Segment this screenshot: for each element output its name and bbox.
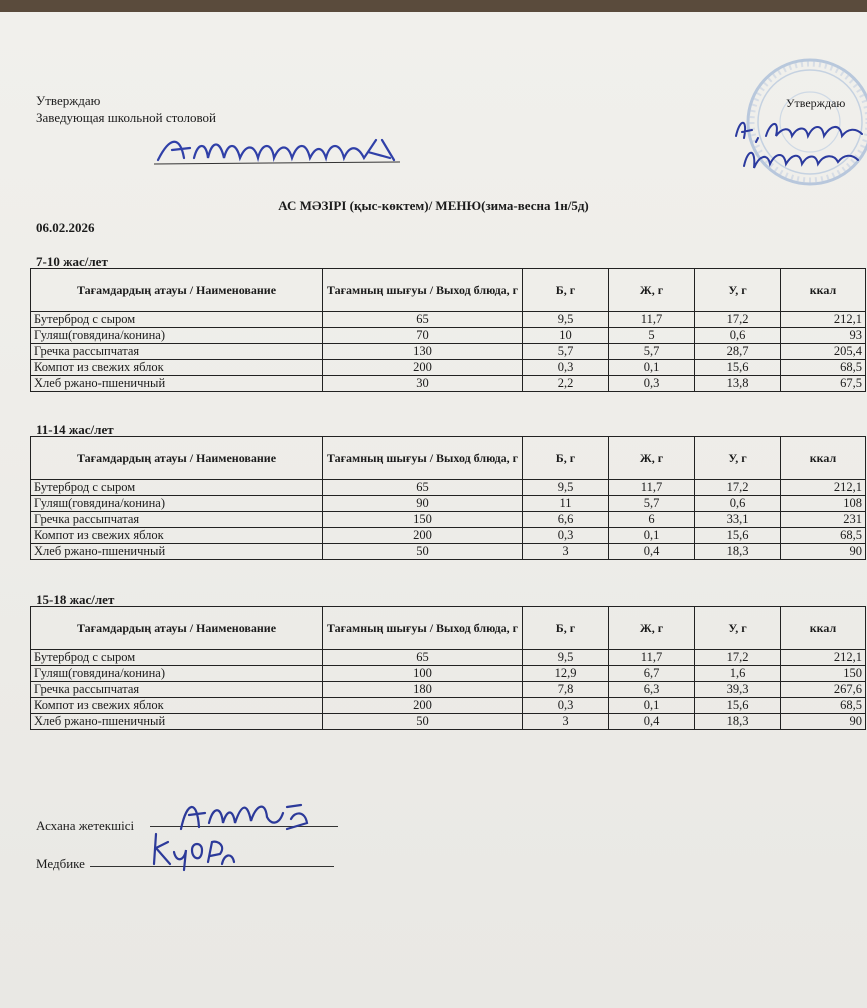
handwritten-signature-left	[150, 132, 420, 170]
portion-value: 65	[323, 650, 523, 666]
carbs-value: 1,6	[695, 666, 781, 682]
kcal-value: 108	[781, 496, 866, 512]
portion-value: 200	[323, 528, 523, 544]
approve-label: Утверждаю	[36, 93, 101, 108]
portion-value: 100	[323, 666, 523, 682]
portion-value: 70	[323, 328, 523, 344]
portion-value: 65	[323, 480, 523, 496]
fat-value: 0,4	[609, 714, 695, 730]
kcal-value: 68,5	[781, 360, 866, 376]
dish-name: Хлеб ржано-пшеничный	[31, 376, 323, 392]
kcal-value: 231	[781, 512, 866, 528]
col-header-carbs: У, г	[695, 269, 781, 312]
handwritten-signature-right	[730, 108, 867, 178]
kcal-value: 90	[781, 714, 866, 730]
portion-value: 65	[323, 312, 523, 328]
portion-value: 30	[323, 376, 523, 392]
protein-value: 9,5	[523, 312, 609, 328]
carbs-value: 0,6	[695, 496, 781, 512]
kcal-value: 267,6	[781, 682, 866, 698]
age-group-label: 11-14 жас/лет	[36, 422, 114, 437]
kcal-value: 67,5	[781, 376, 866, 392]
col-header-carbs: У, г	[695, 437, 781, 480]
table-row	[31, 344, 866, 360]
dish-name: Компот из свежих яблок	[31, 698, 323, 714]
kcal-value: 150	[781, 666, 866, 682]
menu-table-11-14	[30, 436, 866, 560]
col-header-kcal: ккал	[781, 269, 866, 312]
carbs-value: 15,6	[695, 698, 781, 714]
fat-value: 6	[609, 512, 695, 528]
fat-value: 11,7	[609, 312, 695, 328]
dish-name: Гречка рассыпчатая	[31, 512, 323, 528]
portion-value: 150	[323, 512, 523, 528]
table-row	[31, 682, 866, 698]
dish-name: Бутерброд с сыром	[31, 312, 323, 328]
table-row	[31, 480, 866, 496]
col-header-portion: Тағамның шығуы / Выход блюда, г	[323, 437, 523, 480]
carbs-value: 15,6	[695, 360, 781, 376]
portion-value: 200	[323, 698, 523, 714]
fat-value: 5	[609, 328, 695, 344]
age-group-label: 7-10 жас/лет	[36, 254, 108, 269]
kcal-value: 93	[781, 328, 866, 344]
table-row	[31, 360, 866, 376]
carbs-value: 13,8	[695, 376, 781, 392]
col-header-carbs: У, г	[695, 607, 781, 650]
kcal-value: 68,5	[781, 528, 866, 544]
table-row	[31, 328, 866, 344]
menu-table-7-10	[30, 268, 866, 392]
menu-date: 06.02.2026	[36, 220, 95, 235]
fat-value: 5,7	[609, 344, 695, 360]
carbs-value: 15,6	[695, 528, 781, 544]
carbs-value: 17,2	[695, 312, 781, 328]
dish-name: Хлеб ржано-пшеничный	[31, 544, 323, 560]
protein-value: 3	[523, 714, 609, 730]
col-header-protein: Б, г	[523, 437, 609, 480]
protein-value: 5,7	[523, 344, 609, 360]
col-header-name: Тағамдардың атауы / Наименование	[31, 269, 323, 312]
carbs-value: 0,6	[695, 328, 781, 344]
col-header-kcal: ккал	[781, 607, 866, 650]
kcal-value: 212,1	[781, 312, 866, 328]
portion-value: 200	[323, 360, 523, 376]
kcal-value: 212,1	[781, 480, 866, 496]
dish-name: Гуляш(говядина/конина)	[31, 496, 323, 512]
table-row	[31, 376, 866, 392]
dish-name: Гуляш(говядина/конина)	[31, 328, 323, 344]
dish-name: Гречка рассыпчатая	[31, 682, 323, 698]
fat-value: 11,7	[609, 480, 695, 496]
fat-value: 0,4	[609, 544, 695, 560]
protein-value: 0,3	[523, 528, 609, 544]
col-header-name: Тағамдардың атауы / Наименование	[31, 607, 323, 650]
col-header-fat: Ж, г	[609, 437, 695, 480]
portion-value: 130	[323, 344, 523, 360]
portion-value: 90	[323, 496, 523, 512]
table-row	[31, 528, 866, 544]
kcal-value: 205,4	[781, 344, 866, 360]
menu-table-15-18	[30, 606, 866, 730]
col-header-portion: Тағамның шығуы / Выход блюда, г	[323, 607, 523, 650]
age-group-label: 15-18 жас/лет	[36, 592, 115, 607]
carbs-value: 17,2	[695, 480, 781, 496]
table-row	[31, 698, 866, 714]
photo-top-edge	[0, 0, 867, 12]
col-header-fat: Ж, г	[609, 607, 695, 650]
carbs-value: 18,3	[695, 714, 781, 730]
fat-value: 11,7	[609, 650, 695, 666]
fat-value: 0,1	[609, 360, 695, 376]
menu-title: АС МӘЗІРІ (қыс-көктем)/ МЕНЮ(зима-весна 1н/5д)	[278, 198, 589, 213]
approve-label-right: Утверждаю	[786, 96, 846, 110]
protein-value: 0,3	[523, 698, 609, 714]
table-row	[31, 650, 866, 666]
approver-position: Заведующая школьной столовой	[36, 110, 216, 125]
portion-value: 180	[323, 682, 523, 698]
dish-name: Хлеб ржано-пшеничный	[31, 714, 323, 730]
fat-value: 0,1	[609, 528, 695, 544]
carbs-value: 17,2	[695, 650, 781, 666]
dish-name: Гуляш(говядина/конина)	[31, 666, 323, 682]
col-header-portion: Тағамның шығуы / Выход блюда, г	[323, 269, 523, 312]
carbs-value: 39,3	[695, 682, 781, 698]
protein-value: 11	[523, 496, 609, 512]
col-header-name: Тағамдардың атауы / Наименование	[31, 437, 323, 480]
col-header-kcal: ккал	[781, 437, 866, 480]
protein-value: 2,2	[523, 376, 609, 392]
approval-block-left	[36, 92, 216, 126]
kitchen-head-label: Асхана жетекшісі	[36, 818, 135, 833]
table-row	[31, 666, 866, 682]
carbs-value: 28,7	[695, 344, 781, 360]
dish-name: Компот из свежих яблок	[31, 360, 323, 376]
carbs-value: 33,1	[695, 512, 781, 528]
dish-name: Компот из свежих яблок	[31, 528, 323, 544]
protein-value: 3	[523, 544, 609, 560]
dish-name: Гречка рассыпчатая	[31, 344, 323, 360]
kcal-value: 90	[781, 544, 866, 560]
table-row	[31, 544, 866, 560]
fat-value: 5,7	[609, 496, 695, 512]
col-header-fat: Ж, г	[609, 269, 695, 312]
table-row	[31, 512, 866, 528]
table-row	[31, 312, 866, 328]
dish-name: Бутерброд с сыром	[31, 480, 323, 496]
kcal-value: 68,5	[781, 698, 866, 714]
protein-value: 10	[523, 328, 609, 344]
col-header-protein: Б, г	[523, 269, 609, 312]
nurse-label: Медбике	[36, 856, 85, 871]
protein-value: 12,9	[523, 666, 609, 682]
portion-value: 50	[323, 714, 523, 730]
protein-value: 7,8	[523, 682, 609, 698]
protein-value: 6,6	[523, 512, 609, 528]
kcal-value: 212,1	[781, 650, 866, 666]
fat-value: 0,1	[609, 698, 695, 714]
portion-value: 50	[323, 544, 523, 560]
fat-value: 6,7	[609, 666, 695, 682]
dish-name: Бутерброд с сыром	[31, 650, 323, 666]
nurse-signature	[148, 828, 238, 872]
protein-value: 9,5	[523, 650, 609, 666]
table-row	[31, 714, 866, 730]
table-row	[31, 496, 866, 512]
protein-value: 0,3	[523, 360, 609, 376]
fat-value: 0,3	[609, 376, 695, 392]
carbs-value: 18,3	[695, 544, 781, 560]
protein-value: 9,5	[523, 480, 609, 496]
fat-value: 6,3	[609, 682, 695, 698]
col-header-protein: Б, г	[523, 607, 609, 650]
